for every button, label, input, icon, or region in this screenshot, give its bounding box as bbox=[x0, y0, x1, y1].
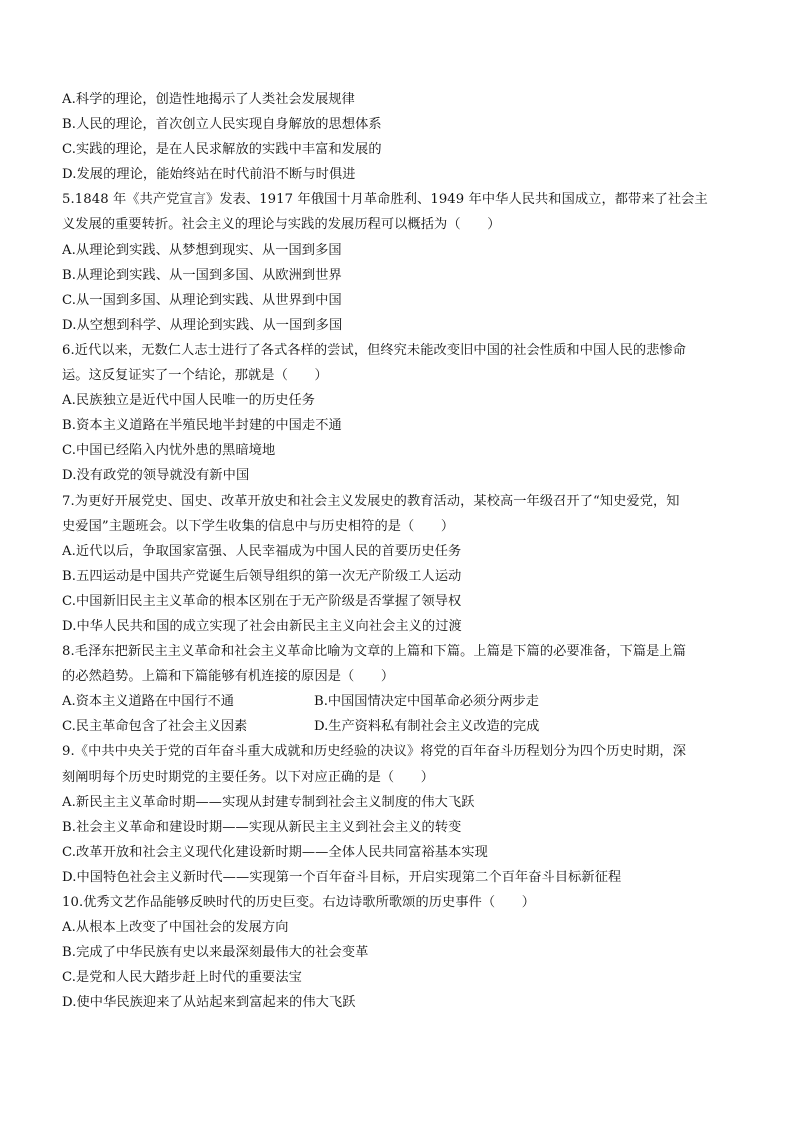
option-d: D.发展的理论，能始终站在时代前沿不断与时俱进 bbox=[62, 167, 356, 183]
question-6 bbox=[62, 338, 734, 489]
question-5 bbox=[62, 187, 734, 338]
question-7 bbox=[62, 489, 734, 640]
option-row bbox=[62, 689, 734, 714]
option-c: C.中国新旧民主主义革命的根本区别在于无产阶级是否掌握了领导权 bbox=[62, 593, 462, 609]
question-stem-line: 运。这反复证实了一个结论，那就是（ ） bbox=[62, 368, 328, 384]
option-d: D.使中华民族迎来了从站起来到富起来的伟大飞跃 bbox=[62, 995, 356, 1011]
question-8 bbox=[62, 639, 734, 739]
option-a: A.从根本上改变了中国社会的发展方向 bbox=[62, 920, 289, 936]
question-9 bbox=[62, 739, 734, 890]
option-d: D.从空想到科学、从理论到实践、从一国到多国 bbox=[62, 317, 343, 333]
question-stem-line: 义发展的重要转折。社会主义的理论与实践的发展历程可以概括为（ ） bbox=[62, 217, 501, 233]
option-b: B.完成了中华民族有史以来最深刻最伟大的社会变革 bbox=[62, 945, 369, 961]
option-b: B.五四运动是中国共产党诞生后领导组织的第一次无产阶级工人运动 bbox=[62, 568, 462, 584]
question-10 bbox=[62, 890, 734, 1015]
option-d: D.生产资料私有制社会主义改造的完成 bbox=[314, 719, 540, 735]
option-a: A.从理论到实践、从梦想到现实、从一国到多国 bbox=[62, 242, 342, 258]
option-b: B.从理论到实践、从一国到多国、从欧洲到世界 bbox=[62, 267, 342, 283]
option-c: C.从一国到多国、从理论到实践、从世界到中国 bbox=[62, 292, 342, 308]
option-d: D.没有政党的领导就没有新中国 bbox=[62, 468, 250, 484]
question-stem-line: 5.1848 年《共产党宣言》发表、1917 年俄国十月革命胜利、1949 年中华人民共和国成立，都带来了社会主 bbox=[62, 192, 708, 208]
option-b: B.中国国情决定中国革命必须分两步走 bbox=[314, 694, 539, 710]
option-a: A.民族独立是近代中国人民唯一的历史任务 bbox=[62, 393, 316, 409]
question-stem-line: 6.近代以来，无数仁人志士进行了各式各样的尝试，但终究未能改变旧中国的社会性质和中国人民的悲惨命 bbox=[62, 342, 687, 358]
option-d: D.中华人民共和国的成立实现了社会由新民主主义向社会主义的过渡 bbox=[62, 618, 462, 634]
option-a: A.资本主义道路在中国行不通 bbox=[62, 694, 234, 710]
option-c: C.民主革命包含了社会主义因素 bbox=[62, 719, 248, 735]
question-stem-line: 刻阐明每个历史时期党的主要任务。以下对应正确的是（ ） bbox=[62, 769, 435, 785]
option-c: C.实践的理论，是在人民求解放的实践中丰富和发展的 bbox=[62, 142, 382, 158]
question-stem-line: 8.毛泽东把新民主主义革命和社会主义革命比喻为文章的上篇和下篇。上篇是下篇的必要准备，下篇是上篇 bbox=[62, 644, 687, 660]
question-stem-line: 7.为更好开展党史、国史、改革开放史和社会主义发展史的教育活动，某校高一年级召开了“知史爱党，知 bbox=[62, 493, 680, 509]
option-a: A.新民主主义革命时期——实现从封建专制到社会主义制度的伟大飞跃 bbox=[62, 794, 475, 810]
question-stem-line: 9.《中共中央关于党的百年奋斗重大成就和历史经验的决议》将党的百年奋斗历程划分为四个历史时期，深 bbox=[62, 744, 687, 760]
option-c: C.中国已经陷入内忧外患的黑暗境地 bbox=[62, 443, 276, 459]
option-b: B.资本主义道路在半殖民地半封建的中国走不通 bbox=[62, 418, 342, 434]
exam-page bbox=[62, 87, 734, 1015]
question-stem-line: 史爱国”主题班会。以下学生收集的信息中与历史相符的是（ ） bbox=[62, 518, 455, 534]
option-c: C.改革开放和社会主义现代化建设新时期——全体人民共同富裕基本实现 bbox=[62, 844, 488, 860]
question-4-options bbox=[62, 87, 734, 187]
option-a: A.科学的理论，创造性地揭示了人类社会发展规律 bbox=[62, 92, 355, 107]
option-row bbox=[62, 714, 734, 739]
question-stem-line: 10.优秀文艺作品能够反映时代的历史巨变。右边诗歌所歌颂的历史事件（ ） bbox=[62, 895, 536, 910]
option-c: C.是党和人民大踏步赶上时代的重要法宝 bbox=[62, 970, 302, 986]
option-b: B.人民的理论，首次创立人民实现自身解放的思想体系 bbox=[62, 117, 382, 133]
question-stem-line: 的必然趋势。上篇和下篇能够有机连接的原因是（ ） bbox=[62, 669, 395, 685]
option-a: A.近代以后，争取国家富强、人民幸福成为中国人民的首要历史任务 bbox=[62, 543, 462, 559]
option-d: D.中国特色社会主义新时代——实现第一个百年奋斗目标，开启实现第二个百年奋斗目标新征程 bbox=[62, 869, 622, 885]
option-b: B.社会主义革命和建设时期——实现从新民主主义到社会主义的转变 bbox=[62, 819, 462, 835]
